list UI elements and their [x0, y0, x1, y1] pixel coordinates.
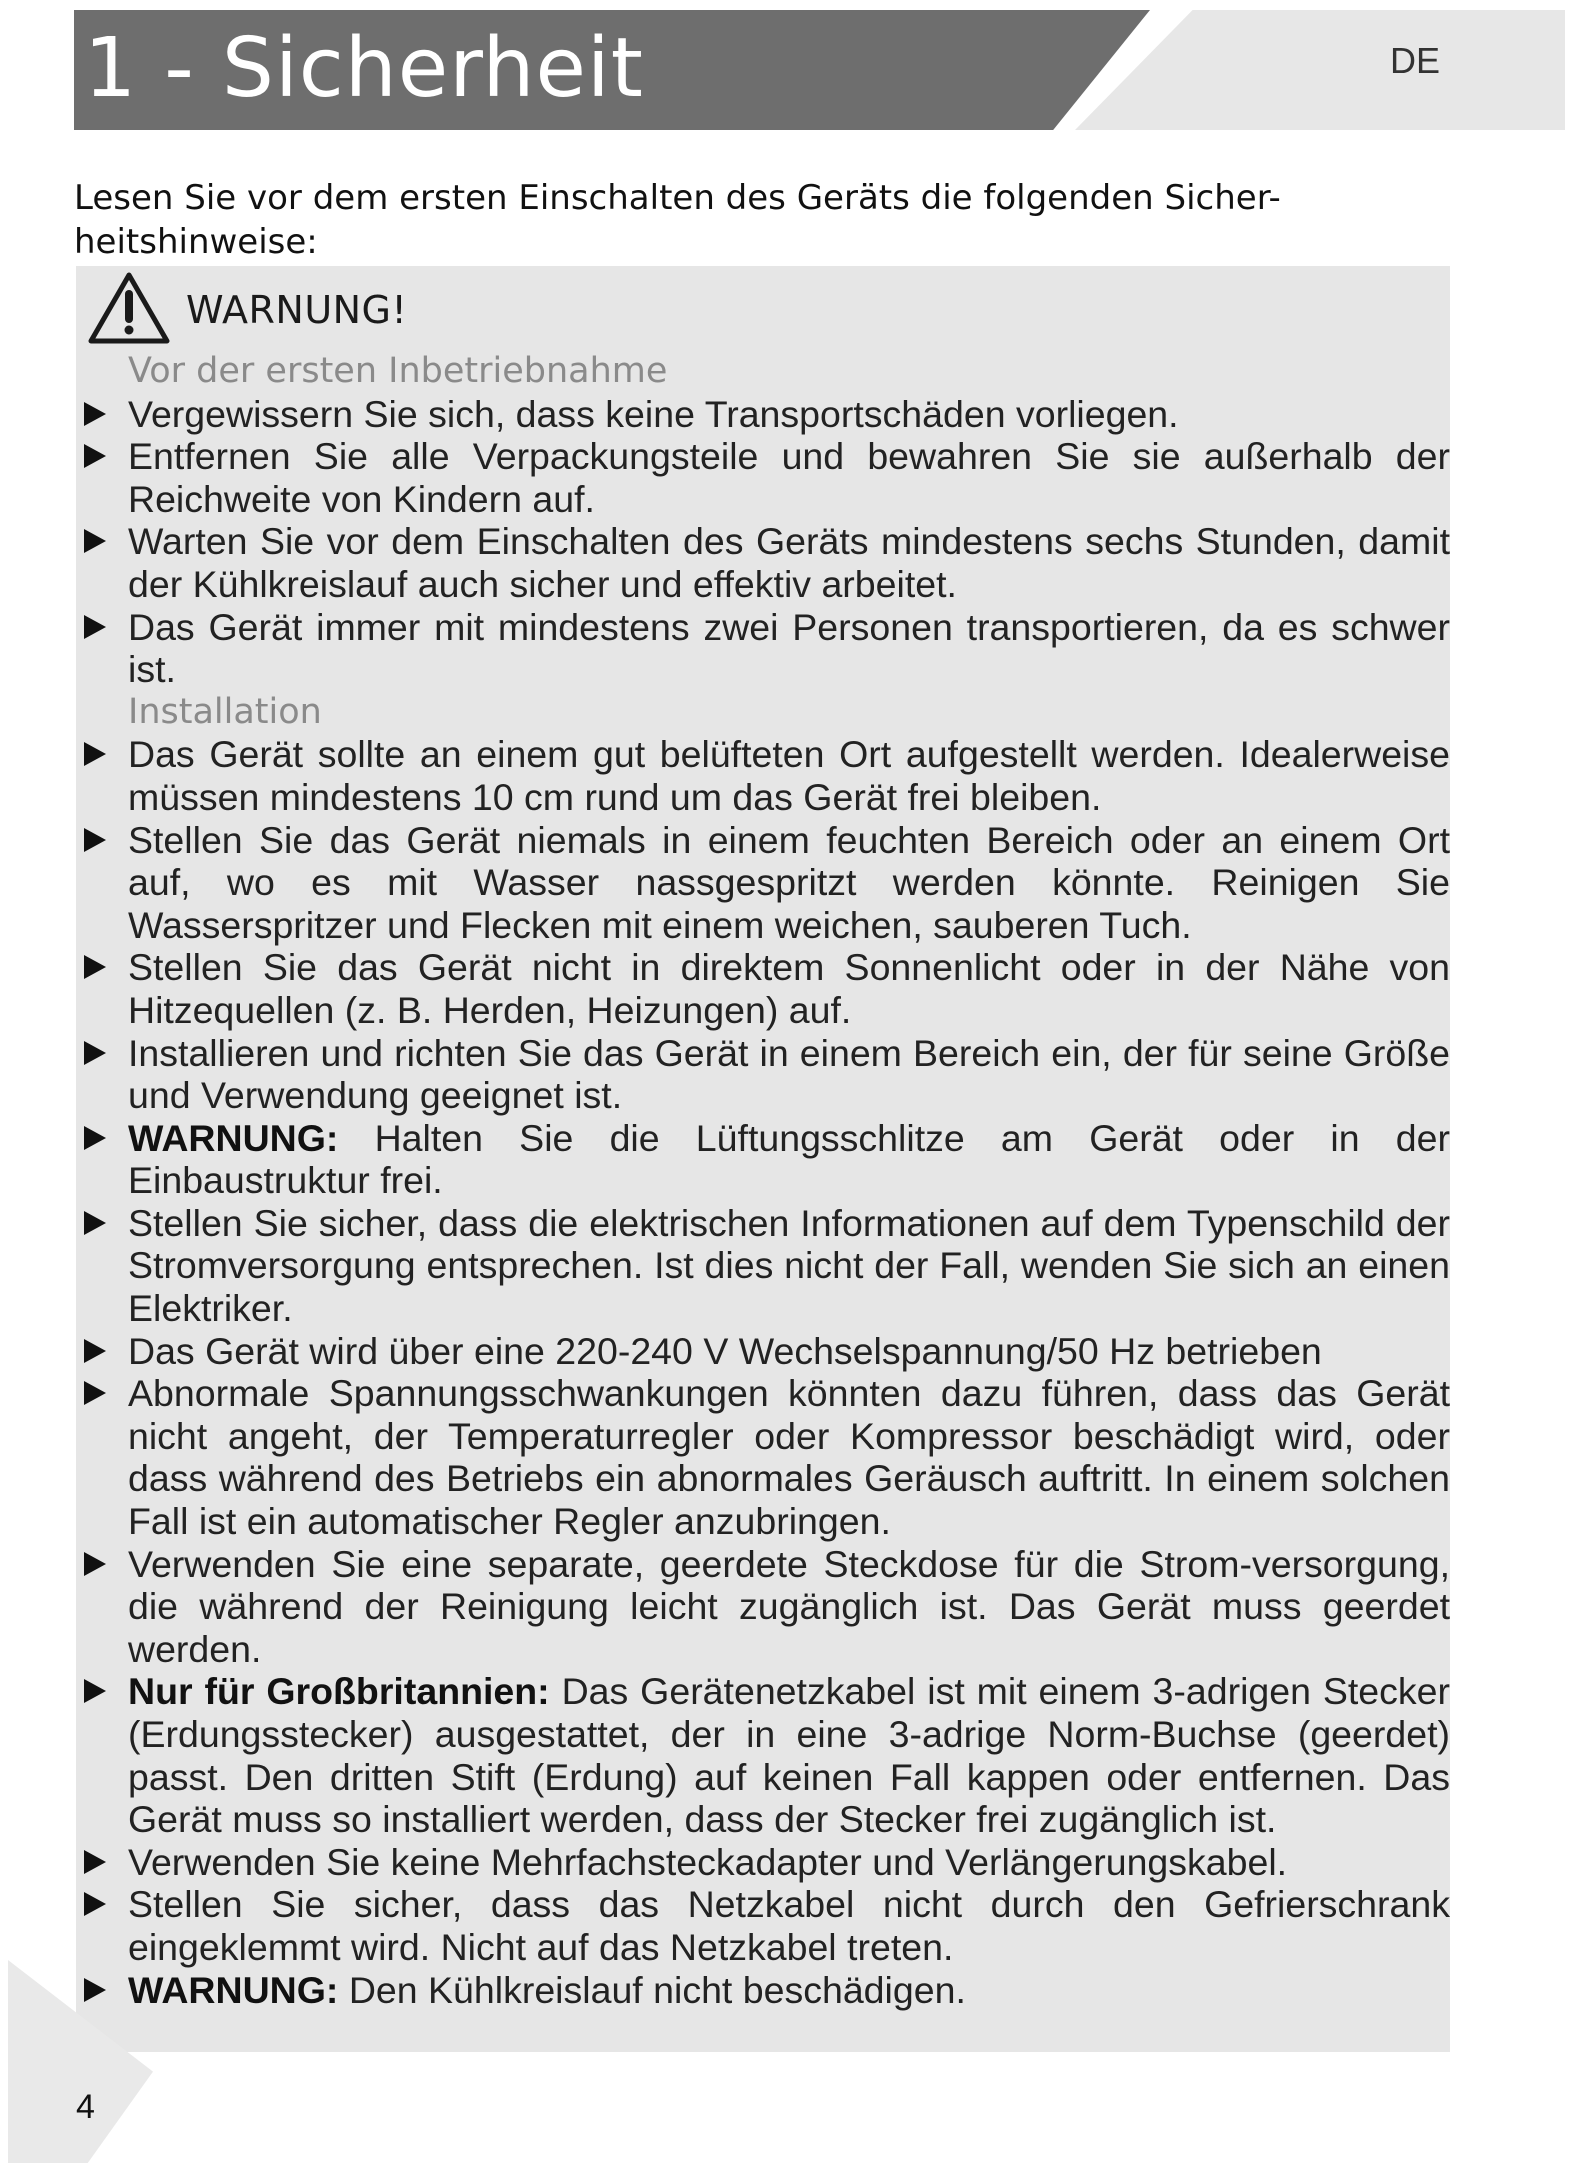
- item-text: Warten Sie vor dem Einschalten des Geräts mindestens sechs Stunden, damit der Kühlkreislauf auch sicher und effektiv arbeitet.: [128, 520, 1450, 605]
- bullet-triangle-icon: [84, 1381, 106, 1405]
- list-item: [84, 733, 1450, 818]
- page-number: 4: [76, 2088, 95, 2126]
- bullet-triangle-icon: [84, 1126, 106, 1150]
- warning-triangle-icon: [86, 270, 172, 350]
- item-text: Halten Sie die Lüftungsschlitze am Gerät oder in der Einbaustruktur frei.: [128, 1116, 1450, 1202]
- language-code: DE: [1390, 40, 1441, 81]
- item-text: Vergewissern Sie sich, dass keine Transportschäden vorliegen.: [128, 392, 1179, 435]
- item-lead: WARNUNG:: [128, 1116, 339, 1159]
- bullet-triangle-icon: [84, 1850, 106, 1874]
- bullet-triangle-icon: [84, 1339, 106, 1363]
- bullet-triangle-icon: [84, 1211, 106, 1235]
- list-item: [84, 1841, 1450, 1884]
- page-title: 1 - Sicherheit: [84, 21, 644, 116]
- list-item: [84, 606, 1450, 691]
- list-item: [84, 1543, 1450, 1671]
- item-text: Stellen Sie sicher, dass das Netzkabel nicht durch den Gefrierschrank eingeklemmt wird. Nicht auf das Netzkabel treten.: [128, 1883, 1450, 1968]
- list-item: [84, 1670, 1450, 1840]
- list-item: [84, 1202, 1450, 1330]
- item-text: Verwenden Sie eine separate, geerdete Steckdose für die Strom-versorgung, die während der Reinigung leicht zugänglich ist. Das Gerät muss geerdet werden.: [128, 1542, 1450, 1670]
- item-lead: Nur für Großbritannien:: [128, 1670, 550, 1713]
- section-title: Vor der ersten Inbetriebnahme: [128, 351, 668, 391]
- bullet-triangle-icon: [84, 742, 106, 766]
- item-text: Das Gerät immer mit mindestens zwei Personen transportieren, da es schwer ist.: [128, 605, 1450, 691]
- bullet-triangle-icon: [84, 615, 106, 639]
- list-item: [84, 1883, 1450, 1968]
- list-item: [84, 1969, 1450, 2012]
- item-text: Das Gerät wird über eine 220-240 V Wechselspannung/50 Hz betrieben: [128, 1329, 1322, 1372]
- item-text: Installieren und richten Sie das Gerät in einem Bereich ein, der für seine Größe und Verwendung geeignet ist.: [128, 1031, 1450, 1117]
- bullet-triangle-icon: [84, 955, 106, 979]
- warning-header: [86, 272, 407, 348]
- bullet-triangle-icon: [84, 402, 106, 426]
- list-item: [84, 946, 1450, 1031]
- item-text: Stellen Sie das Gerät niemals in einem feuchten Bereich oder an einem Ort auf, wo es mit Wasser nassgespritzt werden könnte. Reinigen Sie Wasserspritzer und Flecken mit einem weichen, sauberen Tuch.: [128, 818, 1450, 946]
- intro-text: Lesen Sie vor dem ersten Einschalten des Geräts die folgenden Sicher-heitshinweise:: [74, 178, 1281, 262]
- list-item: [84, 520, 1450, 605]
- safety-instructions: [84, 350, 1450, 2011]
- header-accent: [1075, 10, 1565, 130]
- item-text: Verwenden Sie keine Mehrfachsteckadapter und Verlängerungskabel.: [128, 1840, 1288, 1883]
- list-item: [84, 1372, 1450, 1542]
- item-text: Das Gerätenetzkabel ist mit einem 3-adrigen Stecker (Erdungsstecker) ausgestattet, der in eine 3-adrige Norm-Buchse (geerdet) passt. Den dritten Stift (Erdung) auf keinen Fall kappen oder entfernen. Das Gerät muss so installiert werden, dass der Stecker frei zugänglich ist.: [128, 1670, 1451, 1841]
- item-lead: WARNUNG:: [128, 1968, 339, 2011]
- warning-label: WARNUNG!: [186, 288, 408, 332]
- bullet-triangle-icon: [84, 1041, 106, 1065]
- bullet-triangle-icon: [84, 529, 106, 553]
- bullet-triangle-icon: [84, 1679, 106, 1703]
- bullet-triangle-icon: [84, 1978, 106, 2002]
- item-text: Das Gerät sollte an einem gut belüfteten Ort aufgestellt werden. Idealerweise müssen mindestens 10 cm rund um das Gerät frei bleiben.: [128, 733, 1450, 818]
- list-item: [84, 1032, 1450, 1117]
- list-item: [84, 393, 1450, 436]
- item-text: Abnormale Spannungsschwankungen könnten dazu führen, dass das Gerät nicht angeht, der Temperaturregler oder Kompressor beschädigt wird, oder dass während des Betriebs ein abnormales Geräusch auftritt. In einem solchen Fall ist ein automatischer Regler anzubringen.: [128, 1372, 1450, 1543]
- item-text: Entfernen Sie alle Verpackungsteile und bewahren Sie sie außerhalb der Reichweite von Kindern auf.: [128, 435, 1450, 520]
- item-text: Stellen Sie sicher, dass die elektrischen Informationen auf dem Typenschild der Stromversorgung entsprechen. Ist dies nicht der Fall, wenden Sie sich an einen Elektriker.: [128, 1201, 1450, 1330]
- bullet-triangle-icon: [84, 1892, 106, 1916]
- list-item: [84, 435, 1450, 520]
- bullet-triangle-icon: [84, 1552, 106, 1576]
- bullet-triangle-icon: [84, 444, 106, 468]
- list-item: [84, 819, 1450, 947]
- bullet-triangle-icon: [84, 828, 106, 852]
- item-text: Stellen Sie das Gerät nicht in direktem Sonnenlicht oder in der Nähe von Hitzequellen (z. B. Herden, Heizungen) auf.: [128, 946, 1450, 1031]
- section-title: Installation: [128, 691, 322, 732]
- list-item: [84, 1330, 1450, 1373]
- item-text: Den Kühlkreislauf nicht beschädigen.: [348, 1968, 966, 2011]
- list-item: [84, 1117, 1450, 1202]
